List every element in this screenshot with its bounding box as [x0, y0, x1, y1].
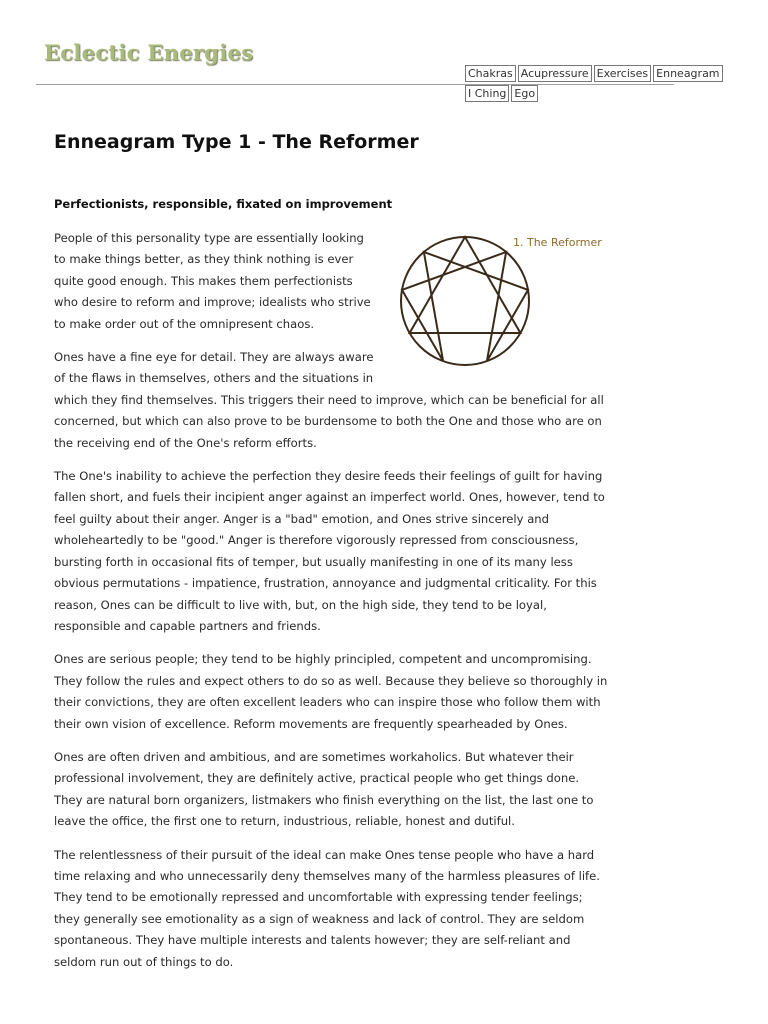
site-logo[interactable]: Eclectic Energies	[44, 40, 254, 65]
article-body	[54, 228, 610, 985]
paragraph: Ones are serious people; they tend to be highly principled, competent and uncompromising. They follow the rules and expect others to do so as well. Because they believe so thoroughly in their convictions, they are often excellent leaders who can inspire those who follow them with their own vision of excellence. Reform movements are frequently spearheaded by Ones.	[54, 652, 608, 731]
paragraph: Ones have a fine eye for detail. They are always aware of the flaws in themselves, others and the situations in which they find themselves. This triggers their need to improve, which can be beneficial for all concerned, but which can also prove to be burdensome to both the One and those who are on the receiving end of the One's reform efforts.	[54, 350, 604, 450]
nav-link-acupressure[interactable]: Acupressure	[518, 65, 592, 82]
article-subtitle: Perfectionists, responsible, fixated on improvement	[54, 197, 393, 211]
nav-row-2	[465, 85, 715, 102]
nav-link-enneagram[interactable]: Enneagram	[653, 65, 722, 82]
paragraph: The One's inability to achieve the perfection they desire feeds their feelings of guilt for having fallen short, and fuels their incipient anger against an imperfect world. Ones, however, tend to feel guilty about their anger. Anger is a "bad" emotion, and Ones strive sincerely and wholeheartedly to be "good." Anger is therefore vigorously repressed from consciousness, bursting forth in occasional fits of temper, but usually manifesting in one of its many less obvious permutations - impatience, frustration, annoyance and judgmental criticality. For this reason, Ones can be difficult to live with, but, on the high side, they tend to be loyal, responsible and capable partners and friends.	[54, 469, 605, 633]
figure-space	[374, 226, 610, 386]
nav-link-chakras[interactable]: Chakras	[465, 65, 516, 82]
paragraph: The relentlessness of their pursuit of the ideal can make Ones tense people who have a hard time relaxing and who unnecessarily deny themselves many of the harmless pleasures of life. They tend to be emotionally repressed and uncomfortable with expressing tender feelings; they generally see emotionality as a sign of weakness and lack of control. They are seldom spontaneous. They have multiple interests and talents however; they are self-reliant and seldom run out of things to do.	[54, 847, 600, 969]
paragraph: People of this personality type are essentially looking to make things better, as they think nothing is ever quite good enough. This makes them perfectionists who desire to reform and improve; idealists who strive to make order out of the omnipresent chaos.	[54, 231, 371, 331]
nav-row-1	[465, 65, 720, 82]
paragraph: Ones are often driven and ambitious, and are sometimes workaholics. But whatever their professional involvement, they are definitely active, practical people who get things done. They are natural born organizers, listmakers who finish everything on the list, the last one to leave the office, the first one to return, industrious, reliable, honest and dutiful.	[54, 749, 594, 829]
top-navigation	[465, 65, 720, 105]
figure-label: 1. The Reformer	[513, 236, 602, 249]
page-title: Enneagram Type 1 - The Reformer	[54, 131, 419, 153]
nav-link-exercises[interactable]: Exercises	[594, 65, 652, 82]
nav-link-i-ching[interactable]: I Ching	[465, 85, 509, 102]
nav-link-ego[interactable]: Ego	[511, 85, 538, 102]
